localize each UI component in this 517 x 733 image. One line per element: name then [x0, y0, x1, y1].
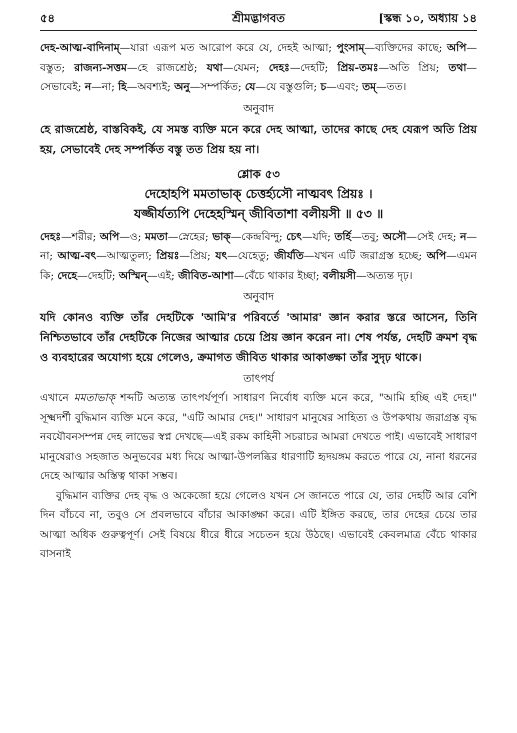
sanskrit-term: দেহঃ — [40, 230, 62, 243]
gloss-text: —ও; — [119, 230, 145, 243]
book-title: শ্রীমদ্ভাগবত — [232, 11, 285, 25]
sanskrit-term: আত্ম-বৎ — [57, 250, 97, 262]
verse-heading: শ্লোক ৫৩ — [237, 166, 280, 181]
chapter-location: [স্কন্ধ ১০, অধ্যায় ১৪ — [378, 11, 477, 25]
gloss-text: —ব্যক্তিদের কাছে; — [364, 42, 447, 54]
sanskrit-term: অস্মিন্ — [118, 269, 147, 282]
purport-paragraph-1 — [40, 389, 477, 487]
sanskrit-term: পুংসাম্ — [336, 42, 365, 54]
sanskrit-term: অপি — [99, 230, 120, 243]
sanskrit-term: দেহে — [57, 269, 78, 282]
gloss-text: —এমন কি; — [40, 250, 477, 282]
sanskrit-term: যৎ — [215, 250, 228, 262]
purport-paragraph-2: বুদ্ধিমান ব্যক্তির দেহ বৃদ্ধ ও অকেজো হয়ে গেলেও যখন সে জানতে পারে যে, তার দেহটি আর বেশি দিন বাঁচবে না, তবুও সে প্রবলভাবে বাঁচার আকাঙ্ক্ষা করে। এটি ইঙ্গিত করছে, তার দেহের চেয়ে তার আত্মা অধিক গুরুত্বপূর্ণ। সেই বিষয়ে ধীরে ধীরে সচেতন হয়ে উঠছে। এভাবেই কেবলমাত্র বেঁচে থাকার বাসনাই — [40, 489, 477, 560]
gloss-text: —যেহেতু; — [227, 250, 275, 262]
gloss-text: শব্দটি অত্যন্ত তাৎপর্যপূর্ণ। সাধারণ নির্বোধ ব্যক্তি মনে করে, "আমি হচ্ছি এই দেহ।" সূক্ষ্মদর্শী বুদ্ধিমান ব্যক্তি মনে করে, "এটি আমার দেহ।" সাধারণ মানুষের সাহিত্য ও উপকথায় জরাগ্রস্ত বৃদ্ধ নবযৌবনসম্পন্ন দেহ লাভের স্বপ্ন দেখছে—এই রকম কাহিনী সচরাচর আমরা দেখতে পাই। এভাবেই সাধারণ মানুষেরাও সহজাত অনুভবের মধ্য দিয়ে আত্মা-উপলব্ধির ধারণাটি হৃদয়ঙ্গম করতে পারে যে, নানা ধরনের দেহে আত্মার অস্তিত্ব থাকা সম্ভব। — [40, 392, 477, 482]
sanskrit-term: প্রিয়ঃ — [156, 250, 180, 262]
gloss-text: —যখন এটি জরাগ্রস্ত হচ্ছে; — [303, 250, 427, 262]
gloss-text: —দেহটি; — [289, 61, 338, 74]
sanskrit-term: যথা — [206, 61, 223, 74]
sanskrit-term: তর্হি — [334, 230, 352, 243]
gloss-text: —অত্যন্ত দৃঢ়। — [355, 269, 413, 282]
gloss-text: এখানে — [40, 392, 74, 404]
gloss-text: —যেমন; — [222, 61, 269, 74]
gloss-text: —প্রিয়; — [179, 250, 216, 262]
gloss-text: —অতি প্রিয়; — [378, 61, 449, 74]
gloss-text: —সেভাবেই; — [40, 61, 478, 93]
gloss-text: —না; — [91, 81, 119, 93]
running-header — [40, 8, 477, 26]
purport-heading: তাৎপর্য — [243, 372, 274, 385]
gloss-text: —বেঁচে থাকার ইচ্ছা; — [233, 269, 323, 282]
sanskrit-term: দেহ-আত্ম-বাদিনাম্ — [40, 42, 120, 54]
sanskrit-term: অপি — [447, 42, 467, 54]
gloss-text: —আত্মতুল্য; — [96, 250, 157, 262]
word-for-word-53 — [40, 228, 477, 287]
sanskrit-term: জীবিত-আশা — [178, 269, 234, 282]
sanskrit-term: তম্ — [362, 81, 377, 93]
sanskrit-term: তথা — [448, 61, 467, 74]
sanskrit-term: ন — [460, 230, 467, 243]
sanskrit-term: যে — [244, 81, 256, 93]
sanskrit-term: চ — [320, 81, 327, 93]
gloss-text: —শরীর; — [61, 230, 100, 243]
sanskrit-term: প্রিয়-তমঃ — [337, 61, 379, 74]
gloss-text: —সম্পর্কিত; — [189, 81, 245, 93]
gloss-text: —যদি; — [301, 230, 335, 243]
sanskrit-term: অপি — [426, 250, 447, 262]
translation-52: হে রাজশ্রেষ্ঠ, বাস্তবিকই, যে সমস্ত ব্যক্তি মনে করে দেহ আত্মা, তাদের কাছে দেহ যেরূপ অতি প্রিয় হয়, সেভাবেই দেহ সম্পর্কিত বস্তু তত প্রিয় হয় না। — [40, 121, 477, 156]
sanskrit-term: অনু — [174, 81, 190, 93]
word-for-word-52 — [40, 39, 477, 98]
gloss-text: —তবু; — [351, 230, 383, 243]
sanskrit-term: অসৌ — [382, 230, 407, 243]
gloss-text: —যারা এরূপ মত আরোপ করে যে, দেহই আত্মা; — [119, 42, 337, 54]
verse-line-1: দেহোহপি মমতাভাক্ চেত্তর্হ্যসৌ নাত্মবৎ প্রিয়ঃ । — [144, 185, 373, 201]
gloss-text: —কেন্দ্রবিন্দু; — [230, 230, 287, 243]
translation-heading: অনুবাদ — [243, 101, 274, 115]
gloss-text: —দেহটি; — [77, 269, 119, 282]
sanskrit-term: রাজন্য-সত্তম — [74, 61, 127, 74]
translation-heading: অনুবাদ — [243, 290, 274, 303]
verse-line-2: যজ্জীর্যত্যপি দেহেহস্মিন্ জীবিতাশা বলীয়সী ॥ ৫৩ ॥ — [133, 205, 384, 221]
translation-53: যদি কোনও ব্যক্তি তাঁর দেহটিকে 'আমি'র পরিবর্তে 'আমার' জ্ঞান করার স্তরে আসেন, তিনি নিশ্চিতভাবে তাঁর দেহটিকে নিজের আত্মার চেয়ে প্রিয় জ্ঞান করেন না। শেষ পর্যন্ত, দেহটি ক্রমশ বৃদ্ধ ও ব্যবহারের অযোগ্য হয়ে গেলেও, ক্রমাগত জীবিত থাকার আকাঙ্ক্ষা তাঁর সুদৃঢ় থাকে। — [40, 310, 477, 364]
sanskrit-term: বলীয়সী — [322, 269, 356, 282]
page-number: ৫৪ — [40, 11, 55, 25]
sanskrit-term: হি — [118, 81, 127, 93]
gloss-text: —না; — [40, 230, 478, 262]
gloss-text: —বস্তুত; — [40, 42, 477, 74]
gloss-text: —তত। — [376, 81, 407, 93]
gloss-text: —যে বস্তুগুলি; — [255, 81, 321, 93]
gloss-text: —হে রাজশ্রেষ্ঠ; — [126, 61, 207, 74]
emphasized-term: মমতাভাক্ — [73, 392, 116, 404]
gloss-text: —অবশ্যই; — [126, 81, 175, 93]
sanskrit-term: জীর্যতি — [274, 250, 304, 262]
gloss-text: —এবং; — [326, 81, 363, 93]
gloss-text: —সেই দেহ; — [406, 230, 461, 243]
sanskrit-term: ন — [84, 81, 92, 93]
sanskrit-term: মমতা — [144, 230, 168, 243]
sanskrit-term: ভাক্ — [212, 230, 231, 243]
gloss-text: —স্নেহের; — [167, 230, 213, 243]
sanskrit-term: চেৎ — [286, 230, 302, 243]
header-rule — [40, 30, 477, 31]
sanskrit-term: দেহঃ — [268, 61, 290, 74]
gloss-text: —এই; — [146, 269, 179, 282]
